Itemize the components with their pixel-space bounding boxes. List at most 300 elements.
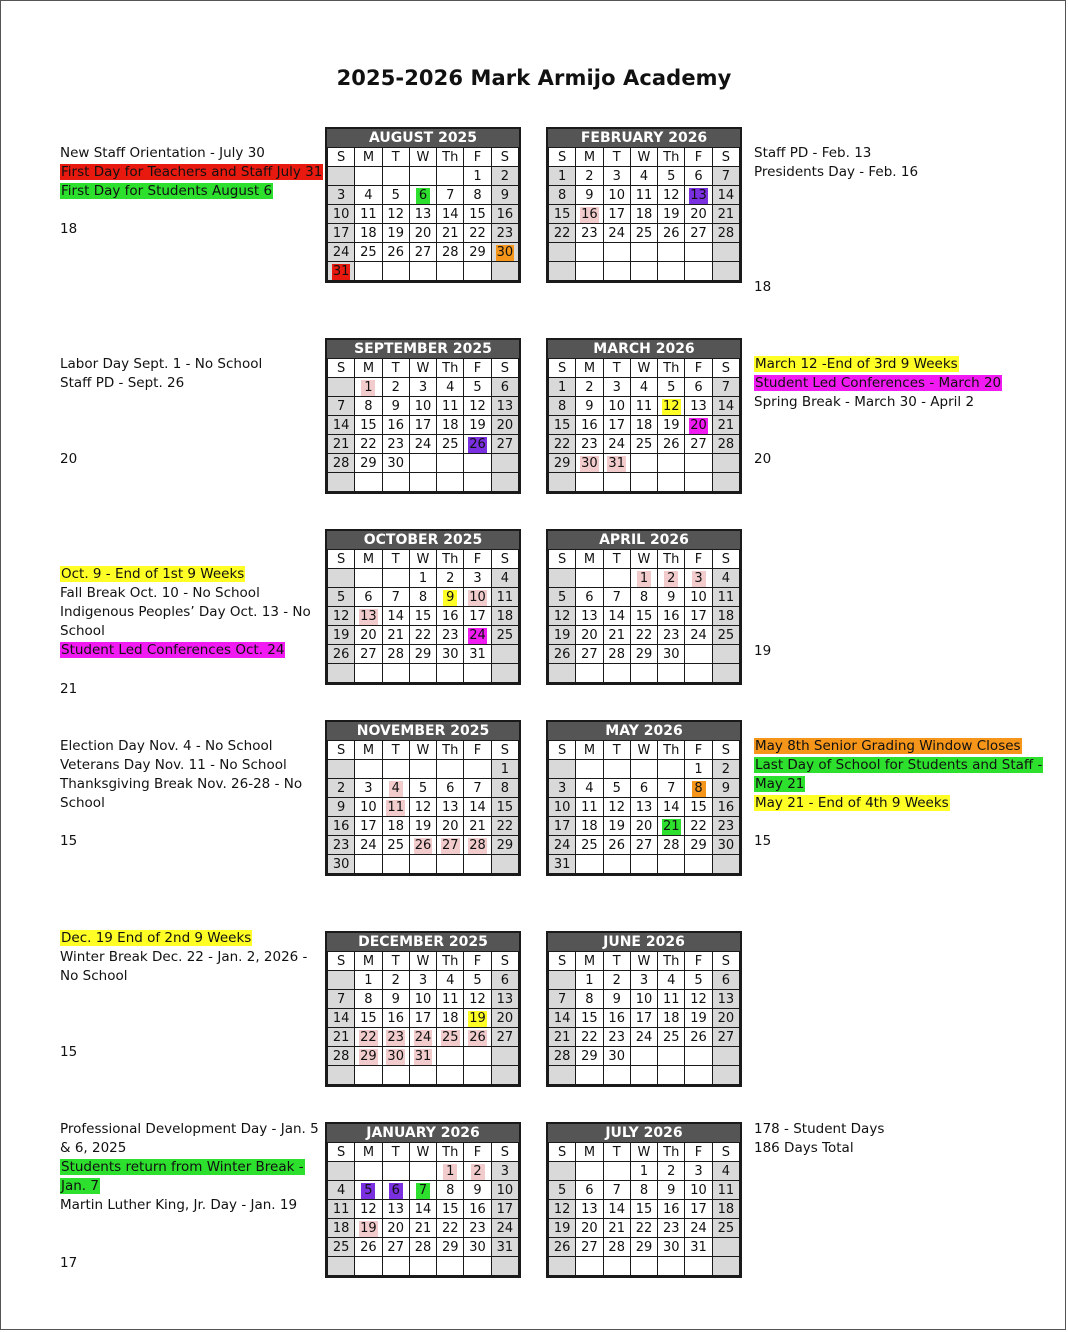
day-cell bbox=[328, 186, 355, 205]
day-cell bbox=[549, 454, 576, 473]
day-number: 22 bbox=[441, 1220, 459, 1236]
day-cell bbox=[549, 1028, 576, 1047]
day-number: 3 bbox=[612, 379, 621, 395]
month-calendar-nov-2025 bbox=[325, 720, 521, 876]
day-number: 11 bbox=[332, 1201, 350, 1217]
day-cell bbox=[355, 855, 382, 874]
day-number: 11 bbox=[662, 991, 680, 1007]
day-cell bbox=[712, 1181, 739, 1200]
day-number: 12 bbox=[360, 1201, 377, 1217]
day-cell bbox=[382, 186, 409, 205]
day-number: 6 bbox=[500, 972, 509, 988]
day-number: 5 bbox=[337, 589, 346, 605]
day-cell bbox=[328, 224, 355, 243]
day-number: 24 bbox=[332, 244, 350, 260]
notes-sep bbox=[60, 355, 262, 393]
day-cell bbox=[437, 167, 464, 186]
day-number: 18 bbox=[635, 206, 653, 222]
day-number: 4 bbox=[721, 570, 730, 586]
day-number-highlighted: 4 bbox=[389, 781, 403, 797]
day-number: 3 bbox=[500, 1163, 509, 1179]
day-number: 27 bbox=[690, 436, 707, 452]
day-cell bbox=[491, 779, 518, 798]
week-row bbox=[549, 664, 740, 683]
day-number-highlighted: 22 bbox=[360, 1029, 377, 1045]
day-cell bbox=[603, 1238, 630, 1257]
day-number-highlighted: 27 bbox=[441, 837, 459, 853]
weekday-label: W bbox=[409, 148, 436, 167]
day-number: 27 bbox=[387, 1239, 404, 1255]
week-row bbox=[549, 990, 740, 1009]
week-row bbox=[328, 569, 519, 588]
school-day-count-oct: 21 bbox=[60, 681, 78, 697]
day-cell bbox=[328, 416, 355, 435]
note-line bbox=[60, 967, 307, 986]
day-number: 24 bbox=[496, 1220, 514, 1236]
day-number: 22 bbox=[496, 818, 514, 834]
weekday-label: F bbox=[464, 550, 491, 569]
day-number: 6 bbox=[364, 589, 373, 605]
day-number: 23 bbox=[469, 1220, 486, 1236]
day-number: 17 bbox=[360, 818, 377, 834]
day-cell bbox=[630, 167, 657, 186]
weekday-label: F bbox=[685, 1143, 712, 1162]
day-cell bbox=[328, 607, 355, 626]
day-cell bbox=[658, 205, 685, 224]
day-cell bbox=[355, 760, 382, 779]
day-cell bbox=[382, 588, 409, 607]
day-cell bbox=[603, 378, 630, 397]
day-cell bbox=[491, 1219, 518, 1238]
day-cell bbox=[603, 454, 630, 473]
day-number: 6 bbox=[585, 1182, 594, 1198]
day-cell bbox=[685, 990, 712, 1009]
week-row bbox=[328, 378, 519, 397]
day-cell bbox=[491, 1066, 518, 1085]
day-cell bbox=[630, 817, 657, 836]
day-cell bbox=[685, 1181, 712, 1200]
day-number: 14 bbox=[717, 187, 735, 203]
weekday-label: W bbox=[630, 952, 657, 971]
month-header: JUNE 2026 bbox=[548, 933, 740, 951]
day-cell bbox=[409, 1200, 436, 1219]
day-number: 30 bbox=[608, 1048, 625, 1064]
day-number: 8 bbox=[364, 991, 373, 1007]
day-cell bbox=[603, 397, 630, 416]
day-number: 11 bbox=[441, 398, 459, 414]
day-cell bbox=[576, 779, 603, 798]
day-cell bbox=[491, 454, 518, 473]
day-cell bbox=[603, 588, 630, 607]
day-cell bbox=[355, 588, 382, 607]
day-cell bbox=[603, 760, 630, 779]
day-number: 21 bbox=[553, 1029, 571, 1045]
day-number: 25 bbox=[360, 244, 377, 260]
weekday-row bbox=[328, 148, 519, 167]
day-cell bbox=[328, 779, 355, 798]
day-number: 19 bbox=[553, 1220, 571, 1236]
week-row bbox=[328, 186, 519, 205]
day-cell bbox=[549, 435, 576, 454]
day-cell bbox=[464, 243, 491, 262]
day-cell bbox=[712, 224, 739, 243]
day-cell bbox=[712, 454, 739, 473]
day-cell bbox=[355, 569, 382, 588]
day-cell bbox=[328, 664, 355, 683]
day-cell bbox=[328, 243, 355, 262]
month-grid bbox=[327, 358, 519, 492]
weekday-label: S bbox=[549, 148, 576, 167]
day-number-highlighted: 1 bbox=[443, 1164, 457, 1180]
day-cell bbox=[603, 779, 630, 798]
day-cell bbox=[491, 1238, 518, 1257]
day-number: 12 bbox=[553, 608, 571, 624]
day-cell bbox=[464, 262, 491, 281]
notes-oct bbox=[60, 565, 311, 660]
note-text-highlighted: First Day for Students August 6 bbox=[61, 183, 273, 199]
day-cell bbox=[603, 836, 630, 855]
day-number: 16 bbox=[662, 1201, 680, 1217]
week-row bbox=[549, 167, 740, 186]
day-cell bbox=[630, 473, 657, 492]
day-cell bbox=[685, 645, 712, 664]
weekday-label: M bbox=[355, 1143, 382, 1162]
day-number: 21 bbox=[387, 627, 404, 643]
weekday-label: S bbox=[712, 1143, 739, 1162]
day-number: 14 bbox=[469, 799, 486, 815]
day-cell bbox=[658, 435, 685, 454]
day-number: 27 bbox=[496, 1029, 514, 1045]
weekday-label: M bbox=[355, 148, 382, 167]
day-cell bbox=[464, 971, 491, 990]
day-cell bbox=[712, 569, 739, 588]
week-row bbox=[549, 1238, 740, 1257]
day-cell bbox=[549, 798, 576, 817]
day-cell bbox=[382, 1162, 409, 1181]
day-cell bbox=[658, 224, 685, 243]
day-number: 18 bbox=[496, 608, 514, 624]
day-cell bbox=[685, 243, 712, 262]
day-number: 23 bbox=[662, 1220, 680, 1236]
day-cell bbox=[712, 1009, 739, 1028]
day-number: 10 bbox=[414, 991, 432, 1007]
note-text: Winter Break Dec. 22 - Jan. 2, 2026 - bbox=[60, 949, 308, 965]
weekday-label: F bbox=[685, 148, 712, 167]
day-cell bbox=[685, 1162, 712, 1181]
day-cell bbox=[576, 569, 603, 588]
note-line bbox=[60, 182, 323, 201]
day-cell bbox=[464, 588, 491, 607]
day-cell bbox=[576, 205, 603, 224]
day-cell bbox=[576, 1219, 603, 1238]
week-row bbox=[328, 1257, 519, 1276]
weekday-label: S bbox=[549, 359, 576, 378]
week-row bbox=[328, 224, 519, 243]
day-number: 4 bbox=[585, 780, 594, 796]
day-cell bbox=[630, 607, 657, 626]
day-cell bbox=[630, 224, 657, 243]
day-number: 14 bbox=[387, 608, 404, 624]
day-cell bbox=[437, 779, 464, 798]
note-text: Staff PD - Feb. 13 bbox=[754, 145, 872, 161]
day-number: 20 bbox=[414, 225, 432, 241]
day-number: 1 bbox=[364, 972, 373, 988]
weekday-label: M bbox=[576, 148, 603, 167]
day-cell bbox=[685, 760, 712, 779]
month-header: MARCH 2026 bbox=[548, 340, 740, 358]
day-cell bbox=[549, 588, 576, 607]
month-calendar-apr-2026 bbox=[546, 529, 742, 685]
day-cell bbox=[464, 167, 491, 186]
day-cell bbox=[464, 1181, 491, 1200]
day-cell bbox=[409, 435, 436, 454]
day-cell bbox=[630, 1181, 657, 1200]
day-cell bbox=[328, 1238, 355, 1257]
note-line bbox=[754, 163, 918, 182]
weekday-row bbox=[328, 741, 519, 760]
day-number: 29 bbox=[635, 646, 653, 662]
day-cell bbox=[603, 607, 630, 626]
month-grid bbox=[548, 549, 740, 683]
weekday-label: S bbox=[549, 550, 576, 569]
day-number: 25 bbox=[441, 436, 459, 452]
day-cell bbox=[437, 817, 464, 836]
weekday-label: W bbox=[630, 550, 657, 569]
day-cell bbox=[328, 645, 355, 664]
weekday-label: M bbox=[576, 359, 603, 378]
weekday-label: F bbox=[464, 359, 491, 378]
day-cell bbox=[576, 817, 603, 836]
weekday-label: S bbox=[328, 952, 355, 971]
day-number: 24 bbox=[608, 225, 625, 241]
day-cell bbox=[549, 1257, 576, 1276]
day-cell bbox=[630, 1047, 657, 1066]
day-number: 20 bbox=[635, 818, 653, 834]
day-cell bbox=[328, 1162, 355, 1181]
day-cell bbox=[355, 1200, 382, 1219]
day-cell bbox=[712, 990, 739, 1009]
day-cell bbox=[491, 798, 518, 817]
day-number: 22 bbox=[414, 627, 432, 643]
month-grid bbox=[327, 951, 519, 1085]
note-line bbox=[60, 1139, 319, 1158]
day-cell bbox=[464, 1028, 491, 1047]
day-number: 14 bbox=[332, 417, 350, 433]
week-row bbox=[328, 1219, 519, 1238]
day-number: 25 bbox=[496, 627, 514, 643]
day-number: 17 bbox=[414, 1010, 432, 1026]
note-line bbox=[754, 737, 1043, 756]
day-cell bbox=[437, 1238, 464, 1257]
day-number: 23 bbox=[387, 436, 404, 452]
day-cell bbox=[549, 1009, 576, 1028]
day-number: 26 bbox=[662, 436, 680, 452]
day-number: 15 bbox=[469, 206, 486, 222]
day-cell bbox=[549, 167, 576, 186]
day-cell bbox=[630, 1009, 657, 1028]
weekday-label: T bbox=[382, 148, 409, 167]
day-cell bbox=[576, 626, 603, 645]
day-cell bbox=[382, 569, 409, 588]
note-line bbox=[60, 756, 302, 775]
day-number: 10 bbox=[608, 398, 625, 414]
day-cell bbox=[658, 1219, 685, 1238]
day-cell bbox=[630, 1219, 657, 1238]
weekday-label: Th bbox=[658, 952, 685, 971]
day-number: 27 bbox=[717, 1029, 735, 1045]
day-cell bbox=[630, 397, 657, 416]
week-row bbox=[328, 836, 519, 855]
school-day-count-mar: 20 bbox=[754, 451, 772, 467]
weekday-row bbox=[328, 359, 519, 378]
day-number: 2 bbox=[585, 379, 594, 395]
day-cell bbox=[712, 836, 739, 855]
note-text-highlighted: March 12 -End of 3rd 9 Weeks bbox=[755, 356, 958, 372]
day-cell bbox=[491, 1181, 518, 1200]
weekday-label: T bbox=[382, 550, 409, 569]
day-number: 25 bbox=[635, 225, 653, 241]
day-cell bbox=[409, 1047, 436, 1066]
day-cell bbox=[464, 1066, 491, 1085]
day-number-highlighted: 31 bbox=[332, 263, 350, 279]
note-text: Martin Luther King, Jr. Day - Jan. 19 bbox=[60, 1197, 298, 1213]
day-cell bbox=[630, 971, 657, 990]
day-number: 15 bbox=[360, 1010, 377, 1026]
week-row bbox=[549, 205, 740, 224]
note-text-highlighted: Last Day of School for Students and Staff - bbox=[755, 757, 1043, 773]
day-cell bbox=[328, 817, 355, 836]
day-cell bbox=[382, 397, 409, 416]
day-number: 28 bbox=[608, 646, 625, 662]
day-number: 7 bbox=[337, 991, 346, 1007]
day-number: 9 bbox=[721, 780, 730, 796]
day-number: 20 bbox=[581, 1220, 598, 1236]
day-number: 5 bbox=[418, 780, 428, 796]
day-number: 27 bbox=[581, 1239, 598, 1255]
day-cell bbox=[630, 416, 657, 435]
day-number: 19 bbox=[553, 627, 571, 643]
day-number: 23 bbox=[717, 818, 735, 834]
day-number: 14 bbox=[441, 206, 459, 222]
weekday-label: F bbox=[685, 550, 712, 569]
week-row bbox=[549, 1200, 740, 1219]
day-number: 21 bbox=[469, 818, 486, 834]
note-text-highlighted: First Day for Teachers and Staff July 31 bbox=[61, 164, 323, 180]
day-cell bbox=[464, 664, 491, 683]
day-cell bbox=[355, 454, 382, 473]
day-cell bbox=[464, 1047, 491, 1066]
day-number: 18 bbox=[441, 417, 459, 433]
day-number: 13 bbox=[496, 991, 514, 1007]
day-cell bbox=[382, 1181, 409, 1200]
note-line bbox=[754, 355, 1002, 374]
weekday-row bbox=[328, 952, 519, 971]
weekday-label: M bbox=[355, 359, 382, 378]
day-number: 19 bbox=[332, 627, 350, 643]
weekday-label: Th bbox=[658, 1143, 685, 1162]
weekday-label: F bbox=[685, 952, 712, 971]
day-cell bbox=[437, 416, 464, 435]
day-number: 30 bbox=[332, 856, 350, 872]
day-cell bbox=[437, 1200, 464, 1219]
weekday-row bbox=[549, 952, 740, 971]
day-number: 8 bbox=[418, 589, 428, 605]
day-cell bbox=[437, 760, 464, 779]
day-cell bbox=[712, 378, 739, 397]
day-cell bbox=[437, 435, 464, 454]
day-number: 29 bbox=[690, 837, 707, 853]
week-row bbox=[549, 397, 740, 416]
day-cell bbox=[658, 990, 685, 1009]
day-number: 5 bbox=[473, 972, 482, 988]
note-line bbox=[754, 756, 1043, 775]
day-number: 19 bbox=[469, 417, 486, 433]
day-cell bbox=[437, 626, 464, 645]
day-cell bbox=[464, 435, 491, 454]
day-cell bbox=[355, 779, 382, 798]
day-cell bbox=[630, 855, 657, 874]
day-number: 22 bbox=[553, 225, 571, 241]
day-number: 20 bbox=[496, 1010, 514, 1026]
day-number: 3 bbox=[337, 187, 346, 203]
day-cell bbox=[630, 205, 657, 224]
day-number: 8 bbox=[558, 398, 567, 414]
day-cell bbox=[437, 664, 464, 683]
day-number: 11 bbox=[717, 589, 735, 605]
day-cell bbox=[491, 243, 518, 262]
weekday-label: S bbox=[549, 1143, 576, 1162]
note-text: School bbox=[60, 623, 105, 639]
day-cell bbox=[491, 1028, 518, 1047]
note-text: Presidents Day - Feb. 16 bbox=[754, 164, 919, 180]
day-number: 19 bbox=[662, 206, 680, 222]
day-cell bbox=[658, 817, 685, 836]
day-cell bbox=[491, 1200, 518, 1219]
note-text: Staff PD - Sept. 26 bbox=[60, 375, 185, 391]
day-number: 29 bbox=[635, 1239, 653, 1255]
week-row bbox=[328, 798, 519, 817]
day-cell bbox=[712, 607, 739, 626]
day-cell bbox=[630, 760, 657, 779]
notes-mar bbox=[754, 355, 1002, 412]
day-number-highlighted: 29 bbox=[360, 1048, 377, 1064]
day-cell bbox=[658, 454, 685, 473]
day-number: 17 bbox=[690, 608, 707, 624]
day-cell bbox=[685, 435, 712, 454]
month-header: MAY 2026 bbox=[548, 722, 740, 740]
note-text: 178 - Student Days bbox=[754, 1121, 885, 1137]
day-cell bbox=[464, 1219, 491, 1238]
day-cell bbox=[409, 224, 436, 243]
notes-feb bbox=[754, 144, 918, 182]
day-number-highlighted: 2 bbox=[471, 1164, 485, 1180]
day-cell bbox=[603, 664, 630, 683]
day-number: 15 bbox=[553, 206, 571, 222]
day-number: 12 bbox=[690, 991, 707, 1007]
day-cell bbox=[409, 607, 436, 626]
day-cell bbox=[603, 1028, 630, 1047]
day-cell bbox=[491, 205, 518, 224]
day-number: 4 bbox=[639, 168, 649, 184]
day-number-highlighted: 7 bbox=[416, 1183, 430, 1199]
day-cell bbox=[355, 971, 382, 990]
day-cell bbox=[437, 990, 464, 1009]
day-cell bbox=[712, 397, 739, 416]
day-cell bbox=[328, 378, 355, 397]
day-number: 5 bbox=[473, 379, 482, 395]
day-cell bbox=[409, 1219, 436, 1238]
day-number: 30 bbox=[662, 646, 680, 662]
